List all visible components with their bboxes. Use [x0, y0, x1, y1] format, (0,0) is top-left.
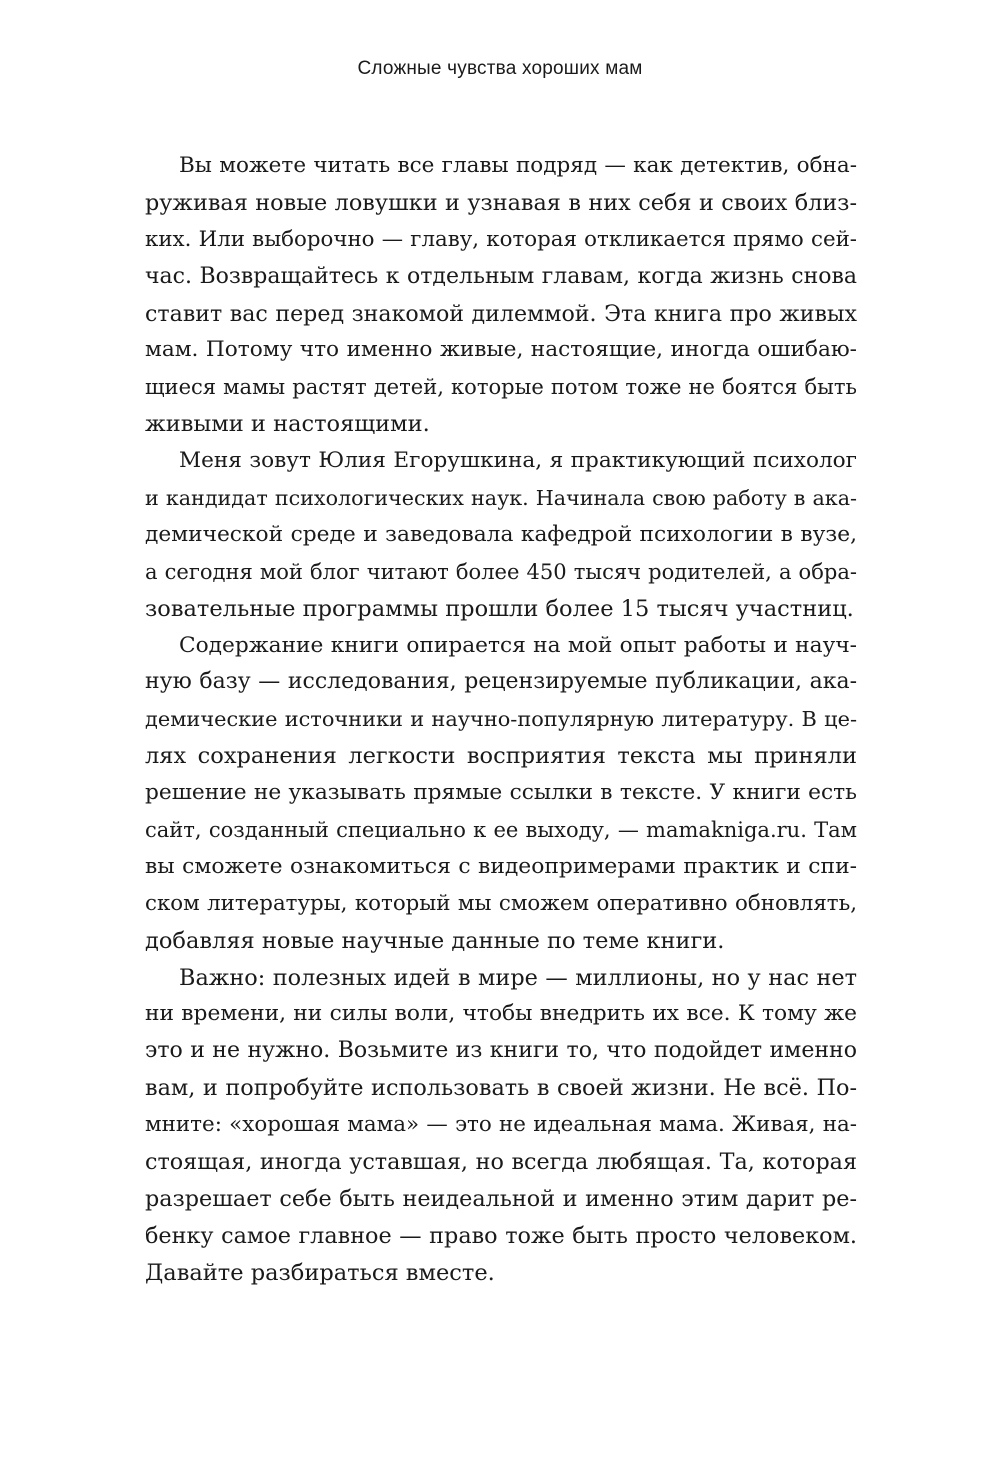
text-line: мните: «хорошая мама» — это не идеальная мама. Живая, на- [145, 1112, 857, 1138]
text-line: щиеся мамы растят детей, которые потом тоже не боятся быть [145, 374, 857, 400]
text-line: вы сможете ознакомиться с видеопримерами практик и спи- [145, 853, 857, 879]
text-line: бенку самое главное — право тоже быть просто человеком. [145, 1222, 857, 1249]
running-header: Сложные чувства хороших мам [357, 58, 643, 79]
text-line: ни времени, ни силы воли, чтобы внедрить их все. К тому же [145, 1001, 857, 1027]
text-line: Меня зовут Юлия Егорушкина, я практикующий психолог [179, 448, 857, 474]
text-line: живыми и настоящими. [145, 411, 430, 438]
text-line: ную базу — исследования, рецензируемые публикации, ака- [145, 669, 857, 695]
text-line: час. Возвращайтесь к отдельным главам, когда жизнь снова [145, 263, 857, 289]
text-line: Содержание книги опирается на мой опыт работы и науч- [179, 632, 857, 658]
text-line: сайт, созданный специально к ее выходу, — mamakniga.ru. Там [145, 817, 857, 843]
text-line: это и не нужно. Возьмите из книги то, что подойдет именно [145, 1038, 857, 1064]
text-line: ставит вас перед знакомой дилеммой. Эта книга про живых [145, 300, 857, 327]
text-line: и кандидат психологических наук. Начинала свою работу в ака- [145, 486, 857, 511]
text-line: стоящая, иногда уставшая, но всегда любящая. Та, которая [145, 1149, 857, 1176]
text-line: Важно: полезных идей в мире — миллионы, но у нас нет [179, 964, 857, 991]
text-line: вам, и попробуйте использовать в своей жизни. Не всё. По- [145, 1075, 857, 1102]
paragraph-4 [145, 960, 857, 1292]
text-line: ском литературы, который мы сможем оперативно обновлять, [145, 890, 857, 916]
text-line: добавляя новые научные данные по теме книги. [145, 927, 725, 954]
text-line: Давайте разбираться вместе. [145, 1259, 495, 1286]
text-line: демические источники и научно-популярную литературу. В це- [145, 707, 857, 732]
text-line: зовательные программы прошли более 15 тысяч участниц. [145, 595, 854, 622]
text-line: а сегодня мой блог читают более 450 тысяч родителей, а обра- [145, 558, 857, 584]
text-line: мам. Потому что именно живые, настоящие, иногда ошибаю- [145, 337, 857, 363]
text-line: Вы можете читать все главы подряд — как детектив, обна- [179, 153, 857, 178]
text-line: демической среде и заведовала кафедрой психологии в вузе, [145, 521, 857, 547]
body-text [145, 148, 857, 1292]
paragraph-1 [145, 148, 857, 443]
text-line: лях сохранения легкости восприятия текста мы приняли [145, 743, 857, 770]
text-line: руживая новые ловушки и узнавая в них себя и своих близ- [145, 189, 857, 216]
paragraph-2 [145, 443, 857, 627]
text-line: разрешает себе быть неидеальной и именно этим дарит ре- [145, 1185, 857, 1212]
text-line: решение не указывать прямые ссылки в тексте. У книги есть [145, 780, 857, 806]
text-line: ких. Или выборочно — главу, которая откликается прямо сей- [145, 226, 857, 252]
paragraph-3 [145, 628, 857, 960]
